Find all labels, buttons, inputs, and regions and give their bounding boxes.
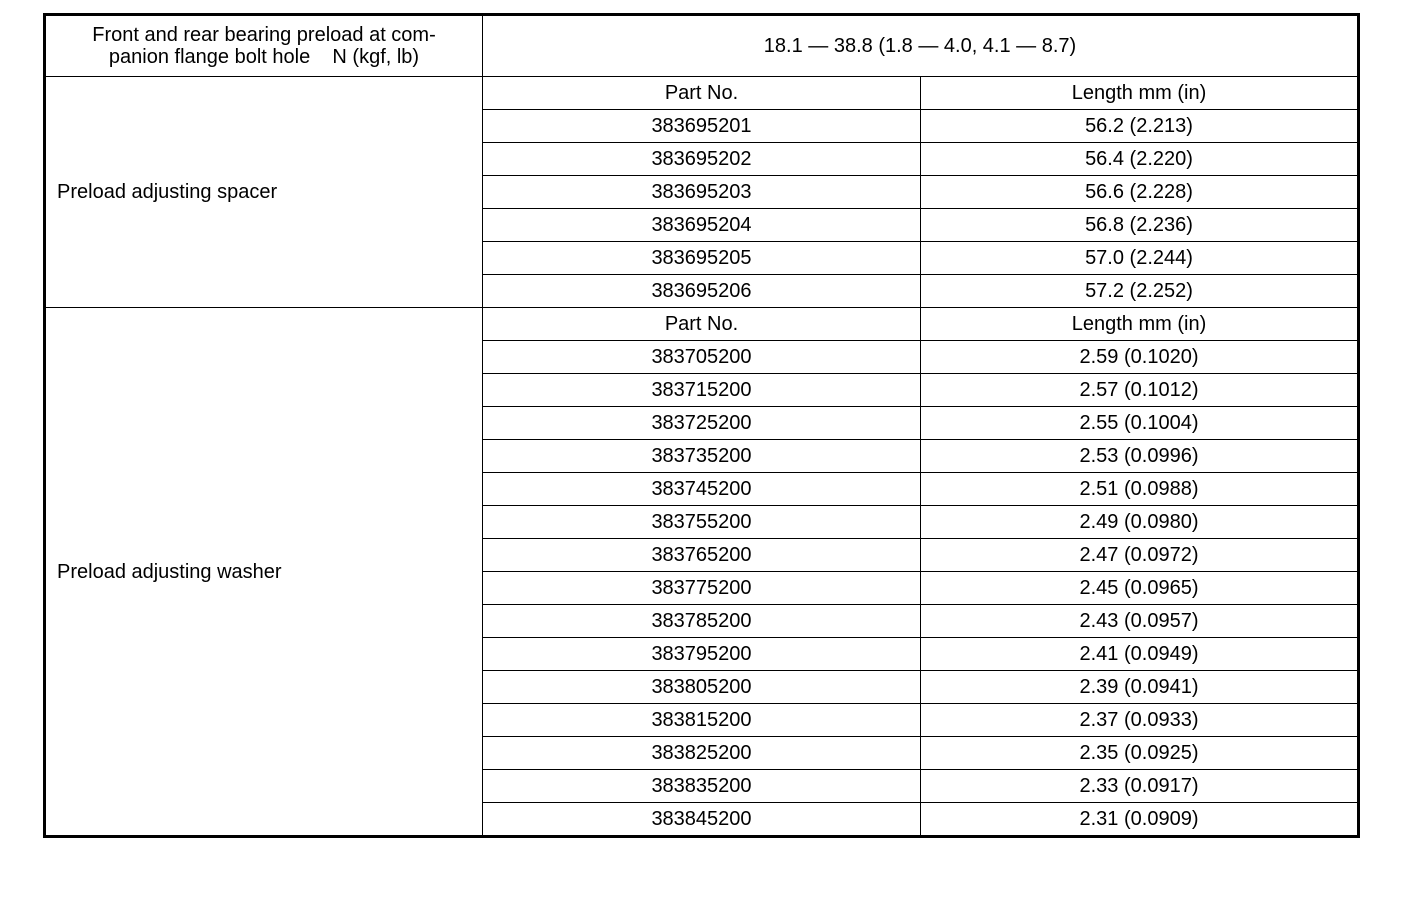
washer-part-no: 383735200 xyxy=(483,440,921,473)
washer-header-length: Length mm (in) xyxy=(921,308,1359,341)
washer-part-no: 383765200 xyxy=(483,539,921,572)
spacer-part-no: 383695205 xyxy=(483,242,921,275)
preload-row xyxy=(45,15,1359,77)
spacer-part-no: 383695202 xyxy=(483,143,921,176)
spacer-part-no: 383695206 xyxy=(483,275,921,308)
washer-length: 2.55 (0.1004) xyxy=(921,407,1359,440)
washer-length: 2.57 (0.1012) xyxy=(921,374,1359,407)
washer-part-no: 383795200 xyxy=(483,638,921,671)
preload-label xyxy=(45,15,483,77)
washer-part-no: 383785200 xyxy=(483,605,921,638)
washer-header-part-no: Part No. xyxy=(483,308,921,341)
washer-header-row xyxy=(45,308,1359,341)
washer-part-no: 383815200 xyxy=(483,704,921,737)
washer-part-no: 383725200 xyxy=(483,407,921,440)
preload-value: 18.1 — 38.8 (1.8 — 4.0, 4.1 — 8.7) xyxy=(483,15,1359,77)
washer-part-no: 383755200 xyxy=(483,506,921,539)
washer-length: 2.31 (0.0909) xyxy=(921,803,1359,837)
spacer-part-no: 383695201 xyxy=(483,110,921,143)
spacer-part-no: 383695203 xyxy=(483,176,921,209)
washer-part-no: 383745200 xyxy=(483,473,921,506)
spacer-label: Preload adjusting spacer xyxy=(45,77,483,308)
spec-table-body xyxy=(45,15,1359,837)
washer-part-no: 383825200 xyxy=(483,737,921,770)
washer-part-no: 383845200 xyxy=(483,803,921,837)
spacer-length: 56.6 (2.228) xyxy=(921,176,1359,209)
spacer-header-part-no: Part No. xyxy=(483,77,921,110)
washer-part-no: 383805200 xyxy=(483,671,921,704)
washer-length: 2.41 (0.0949) xyxy=(921,638,1359,671)
washer-length: 2.45 (0.0965) xyxy=(921,572,1359,605)
washer-length: 2.53 (0.0996) xyxy=(921,440,1359,473)
spacer-length: 56.8 (2.236) xyxy=(921,209,1359,242)
washer-label: Preload adjusting washer xyxy=(45,308,483,837)
washer-length: 2.33 (0.0917) xyxy=(921,770,1359,803)
spec-table xyxy=(43,13,1360,838)
spacer-header-row xyxy=(45,77,1359,110)
washer-length: 2.49 (0.0980) xyxy=(921,506,1359,539)
washer-part-no: 383705200 xyxy=(483,341,921,374)
spacer-length: 56.2 (2.213) xyxy=(921,110,1359,143)
spacer-length: 56.4 (2.220) xyxy=(921,143,1359,176)
preload-label-line1: Front and rear bearing preload at com- xyxy=(92,24,436,46)
washer-length: 2.59 (0.1020) xyxy=(921,341,1359,374)
washer-length: 2.43 (0.0957) xyxy=(921,605,1359,638)
washer-length: 2.37 (0.0933) xyxy=(921,704,1359,737)
spacer-part-no: 383695204 xyxy=(483,209,921,242)
washer-length: 2.47 (0.0972) xyxy=(921,539,1359,572)
preload-label-line2: panion flange bolt hole N (kgf, lb) xyxy=(108,46,420,68)
spacer-length: 57.2 (2.252) xyxy=(921,275,1359,308)
washer-length: 2.51 (0.0988) xyxy=(921,473,1359,506)
spacer-header-length: Length mm (in) xyxy=(921,77,1359,110)
washer-part-no: 383835200 xyxy=(483,770,921,803)
washer-part-no: 383715200 xyxy=(483,374,921,407)
spacer-length: 57.0 (2.244) xyxy=(921,242,1359,275)
washer-part-no: 383775200 xyxy=(483,572,921,605)
washer-length: 2.35 (0.0925) xyxy=(921,737,1359,770)
washer-length: 2.39 (0.0941) xyxy=(921,671,1359,704)
